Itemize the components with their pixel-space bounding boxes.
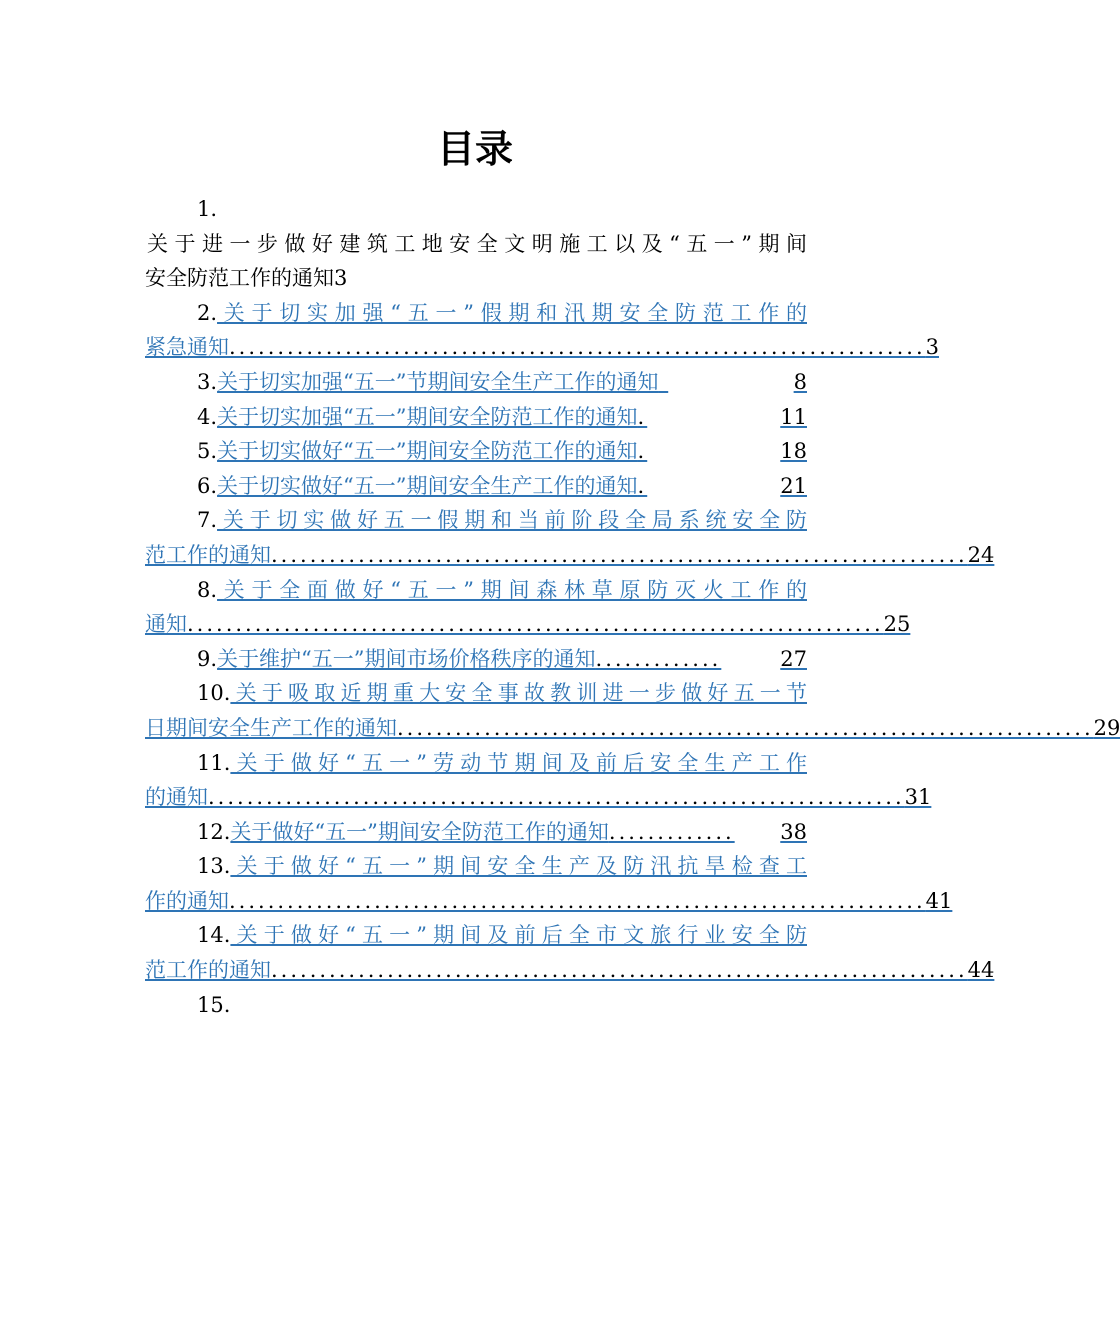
page-title: 目录 xyxy=(436,127,513,171)
toc-entry-13-cont[interactable]: 作的通知 ........................................................................ 41 xyxy=(145,888,953,913)
toc-entry-11-cont[interactable]: 的通知 ........................................................................ 31 xyxy=(145,785,932,810)
toc-entry-3[interactable]: 3. 关于切实加强“五一”节期间安全生产工作的通知 8 xyxy=(197,369,807,394)
toc-entry-1-number: 1. xyxy=(197,197,218,221)
toc-entry-9[interactable]: 9. 关于维护“五一”期间市场价格秩序的通知 ............. 27 xyxy=(197,646,807,671)
toc-entry-10-cont[interactable]: 日期间安全生产工作的通知 ........................................................................ 29 xyxy=(145,715,1120,740)
toc-entry-13[interactable]: 13.关于做好“五一”期间安全生产及防汛抗旱检查工 xyxy=(197,854,807,879)
toc-entry-14-cont[interactable]: 范工作的通知 ........................................................................ 44 xyxy=(145,958,995,983)
toc-entry-8[interactable]: 8.关于全面做好“五一”期间森林草原防灭火工作的 xyxy=(197,577,807,602)
toc-entry-15: 15. xyxy=(197,992,231,1017)
toc-entry-6[interactable]: 6. 关于切实做好“五一”期间安全生产工作的通知 . 21 xyxy=(197,473,807,498)
toc-entry-10[interactable]: 10.关于吸取近期重大安全事故教训进一步做好五一节 xyxy=(197,681,807,706)
toc-entry-1-line-2: 安全防范工作的通知3 xyxy=(145,266,348,291)
toc-entry-12[interactable]: 12. 关于做好“五一”期间安全防范工作的通知 ............. 38 xyxy=(197,819,807,844)
toc-entry-11[interactable]: 11.关于做好“五一”劳动节期间及前后安全生产工作 xyxy=(197,750,807,775)
toc-entry-5[interactable]: 5. 关于切实做好“五一”期间安全防范工作的通知 . 18 xyxy=(197,439,807,464)
toc-entry-7-cont[interactable]: 范工作的通知 ........................................................................ 24 xyxy=(145,542,995,567)
table-of-contents xyxy=(145,192,1120,1022)
toc-entry-4[interactable]: 4. 关于切实加强“五一”期间安全防范工作的通知 . 11 xyxy=(197,404,807,429)
toc-entry-2[interactable]: 2.关于切实加强“五一”假期和汛期安全防范工作的 xyxy=(197,300,807,325)
toc-entry-8-cont[interactable]: 通知 ........................................................................ 25 xyxy=(145,612,911,637)
toc-entry-2-cont[interactable]: 紧急通知 ........................................................................ 3 xyxy=(145,335,939,360)
toc-entry-1-line-1: 关于进一步做好建筑工地安全文明施工以及“五一”期间 xyxy=(147,231,807,256)
toc-entry-14[interactable]: 14.关于做好“五一”期间及前后全市文旅行业安全防 xyxy=(197,923,807,948)
toc-entry-7[interactable]: 7.关于切实做好五一假期和当前阶段全局系统安全防 xyxy=(197,508,807,533)
